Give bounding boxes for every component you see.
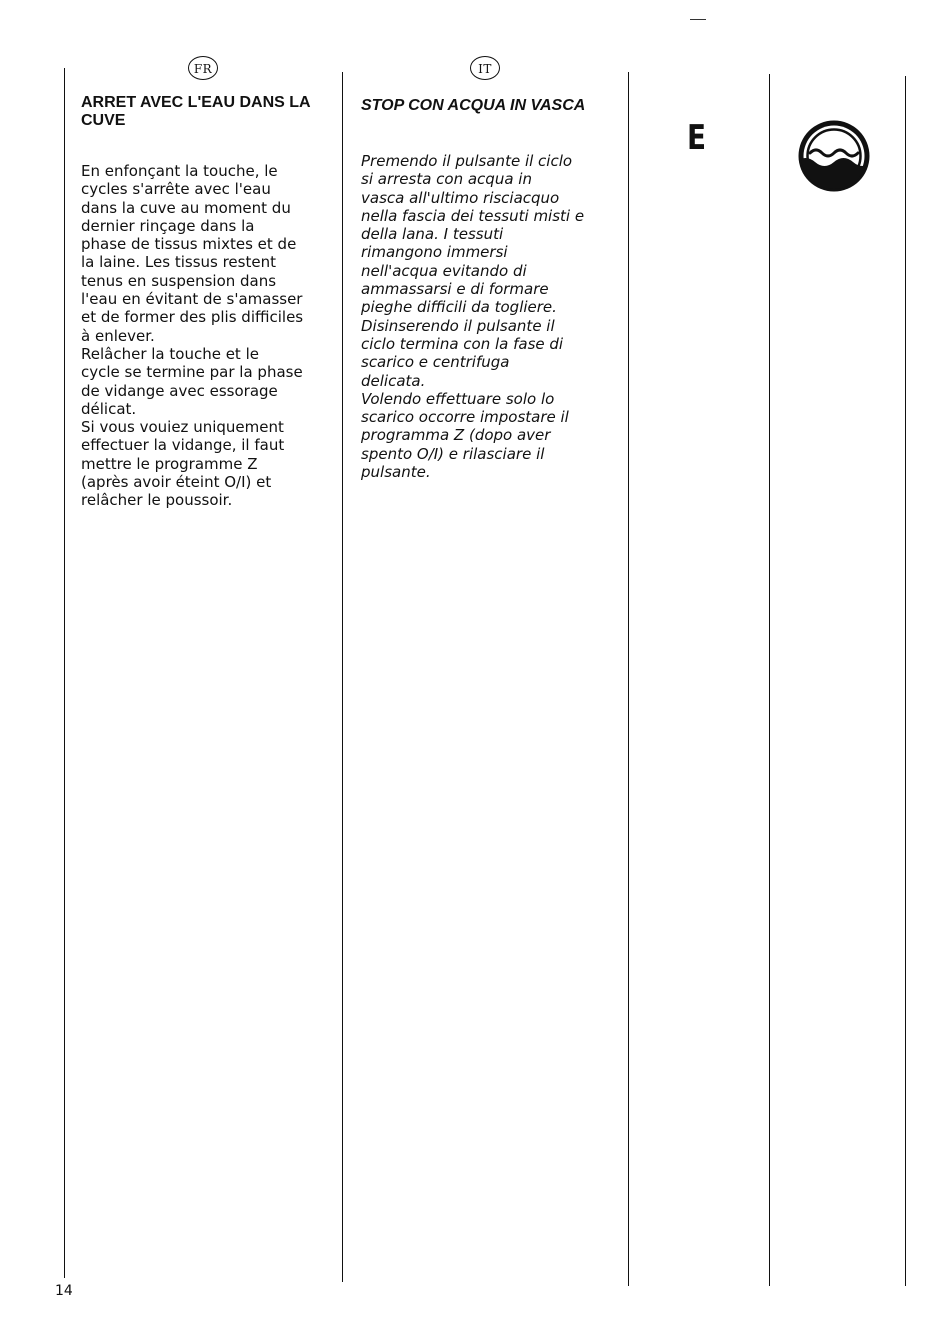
language-badge-fr: FR — [188, 56, 218, 80]
french-heading: ARRET AVEC L'EAU DANS LA CUVE — [81, 94, 310, 129]
top-dash-mark — [690, 19, 706, 20]
column-divider — [769, 74, 770, 1286]
language-badge-it: IT — [470, 56, 500, 80]
french-column — [81, 94, 343, 510]
italian-column — [361, 97, 623, 481]
column-divider — [628, 72, 629, 1286]
water-in-tub-icon — [796, 118, 872, 194]
page-number: 14 — [55, 1283, 73, 1299]
section-letter: E — [687, 118, 707, 158]
french-body-text: En enfonçant la touche, le cycles s'arrête avec l'eau dans la cuve au moment du dernier rinçage dans la phase de tissus mixtes et de la laine. Les tissus restent tenus en suspension dans l'eau en évitant de s'amasser et de former des plis difficiles à enlever. Relâcher la touche et le cycle se termine par la phase de vidange avec essorage délicat. Si vous vouiez uniquement effectuer la vidange, il faut mettre le programme Z (après avoir éteint O/I) et relâcher le poussoir. — [81, 162, 304, 510]
column-divider — [905, 76, 906, 1286]
italian-heading: STOP CON ACQUA IN VASCA — [361, 97, 586, 114]
column-divider — [64, 68, 65, 1278]
italian-body-text: Premendo il pulsante il ciclo si arresta con acqua in vasca all'ultimo risciacquo nella fascia dei tessuti misti e della lana. I tessuti rimangono immersi nell'acqua evitando di ammassarsi e di formare pieghe difficili da togliere. Disinserendo il pulsante il ciclo termina con la fase di scarico e centrifuga delicata. Volendo effettuare solo lo scarico occorre impostare il programma Z (dopo aver spento O/I) e rilasciare il pulsante. — [361, 152, 585, 482]
